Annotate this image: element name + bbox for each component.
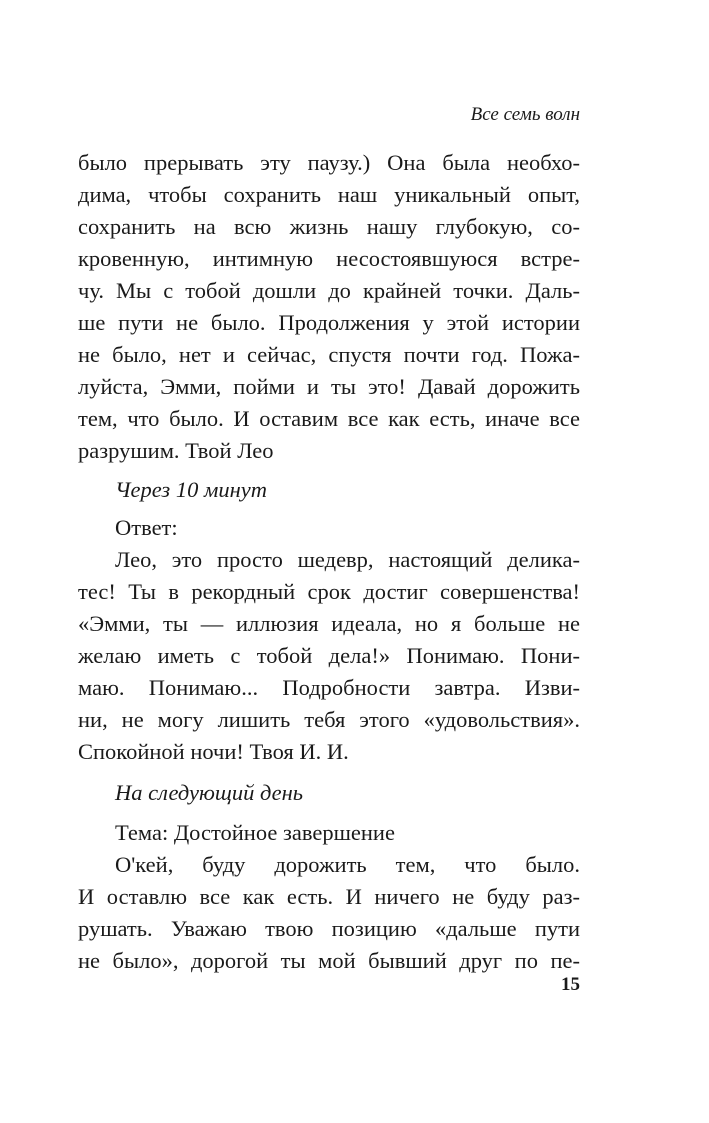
text-line: маю. Понимаю... Подробности завтра. Изви- <box>78 675 580 700</box>
time-label-text: Через 10 минут <box>115 477 267 502</box>
text-line: «Эмми, ты — иллюзия идеала, но я больше не <box>78 611 580 636</box>
text-line: кровенную, интимную несостоявшуюся встре- <box>78 246 580 271</box>
running-header: Все семь волн <box>470 104 580 125</box>
text-line: Лео, это просто шедевр, настоящий делика- <box>115 547 580 572</box>
text-line: чу. Мы с тобой дошли до крайней точки. Даль- <box>78 278 580 303</box>
text-line: желаю иметь с тобой дела!» Понимаю. Пони- <box>78 643 580 668</box>
text-line: луйста, Эмми, пойми и ты это! Давай дорожить <box>78 374 580 399</box>
time-label-10-minutes <box>78 474 580 506</box>
text-line: Тема: Достойное завершение <box>115 820 395 845</box>
text-line: разрушим. Твой Лео <box>78 438 274 463</box>
text-line: дима, чтобы сохранить наш уникальный опыт, <box>78 182 580 207</box>
time-label-next-day <box>78 777 580 809</box>
letter-paragraph-subject <box>78 817 580 977</box>
text-line: Спокойной ночи! Твоя И. И. <box>78 739 349 764</box>
letter-paragraph-reply <box>78 512 580 768</box>
text-line: ше пути не было. Продолжения у этой истории <box>78 310 580 335</box>
text-line: тем, что было. И оставим все как есть, иначе все <box>78 406 580 431</box>
text-line: не было, нет и сейчас, спустя почти год. Пожа- <box>78 342 580 367</box>
text-line: не было», дорогой ты мой бывший друг по пе- <box>78 948 580 973</box>
text-line: рушать. Уважаю твою позицию «дальше пути <box>78 916 580 941</box>
text-line: Ответ: <box>115 515 178 540</box>
text-line: ни, не могу лишить тебя этого «удовольствия». <box>78 707 580 732</box>
text-line: О'кей, буду дорожить тем, что было. <box>115 852 580 877</box>
text-line: И оставлю все как есть. И ничего не буду раз- <box>78 884 580 909</box>
page-number: 15 <box>561 974 580 995</box>
letter-paragraph-leo <box>78 147 580 467</box>
time-label-text: На следующий день <box>115 780 303 805</box>
text-line: было прерывать эту паузу.) Она была необхо- <box>78 150 580 175</box>
text-line: сохранить на всю жизнь нашу глубокую, со- <box>78 214 580 239</box>
text-line: тес! Ты в рекордный срок достиг совершенства! <box>78 579 580 604</box>
